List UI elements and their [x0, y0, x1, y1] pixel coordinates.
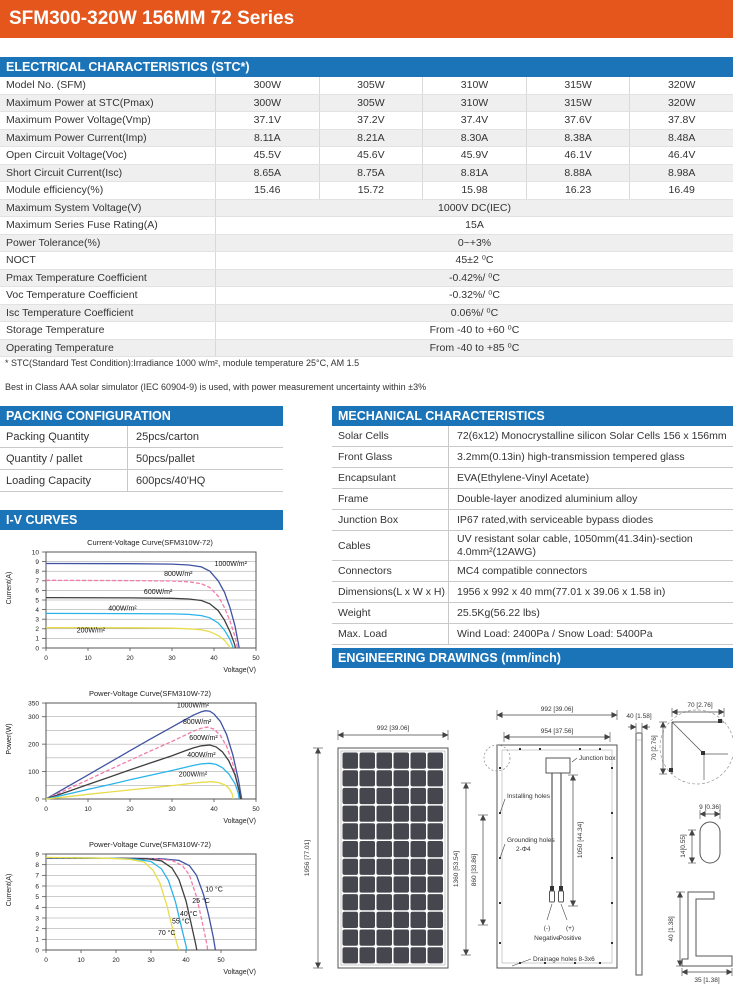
row-label: Maximum System Voltage(V) — [6, 201, 142, 214]
corner-width-dim: 70 [2.76] — [687, 702, 713, 709]
svg-text:Power-Voltage Curve(SFM310W-72: Power-Voltage Curve(SFM310W-72) — [89, 689, 211, 698]
cell: 45.6V — [319, 147, 423, 164]
svg-text:10: 10 — [84, 655, 92, 662]
title-bar — [0, 0, 733, 38]
svg-text:25 °C: 25 °C — [192, 898, 210, 906]
cell: From -40 to +60 ⁰C — [215, 322, 733, 339]
cell: 0.06%/ ⁰C — [215, 305, 733, 322]
engineering-section-header: ENGINEERING DRAWINGS (mm/inch) — [332, 648, 733, 668]
frame-width-dim: 35 [1.38] — [694, 977, 720, 984]
table-row — [332, 561, 733, 582]
table-row — [0, 470, 283, 492]
grounding-holes-size: 2-Φ4 — [516, 846, 531, 853]
svg-text:200W/m²: 200W/m² — [76, 627, 106, 635]
cell: EVA(Ethylene-Vinyl Acetate) — [448, 468, 733, 488]
table-row — [0, 182, 733, 200]
svg-text:7: 7 — [35, 872, 39, 880]
cell: 320W — [629, 95, 733, 112]
table-row — [0, 426, 283, 448]
cell: 37.6V — [526, 112, 630, 129]
slot-height-dim: 14[0.55] — [680, 834, 687, 858]
svg-text:Voltage(V): Voltage(V) — [223, 667, 256, 674]
table-row — [0, 112, 733, 130]
cell: 45±2 ⁰C — [215, 252, 733, 269]
row-label: NOCT — [6, 254, 36, 266]
cell: 0~+3% — [215, 235, 733, 252]
svg-text:4: 4 — [35, 606, 39, 614]
cell: 3.2mm(0.13in) high-transmission tempered glass — [448, 447, 733, 467]
iv-curve-temperature-chart — [0, 838, 290, 986]
table-row — [0, 340, 733, 358]
svg-text:Voltage(V): Voltage(V) — [223, 818, 256, 825]
svg-text:55 °C: 55 °C — [171, 918, 190, 926]
cell: 50pcs/pallet — [127, 448, 283, 469]
cell: 46.4V — [629, 147, 733, 164]
cell: 1956 x 992 x 40 mm(77.01 x 39.06 x 1.58 in) — [448, 582, 733, 602]
svg-text:600W/m²: 600W/m² — [189, 735, 218, 743]
svg-text:200W/m²: 200W/m² — [178, 771, 208, 779]
table-row — [0, 235, 733, 253]
row-label: Maximum Power Voltage(Vmp) — [6, 114, 151, 126]
table-row — [332, 531, 733, 561]
cell: UV resistant solar cable, 1050mm(41.34in)-section 4.0mm²(12AWG) — [448, 531, 733, 560]
table-row — [332, 426, 733, 447]
simulator-footnote: Best in Class AAA solar simulator (IEC 60904-9) is used, with power measurement uncertainty within ±3% — [5, 382, 427, 392]
cell: 305W — [319, 95, 423, 112]
table-row — [0, 200, 733, 218]
cell: 600pcs/40'HQ — [127, 470, 283, 491]
table-row — [0, 287, 733, 305]
table-row — [0, 322, 733, 340]
svg-text:8: 8 — [35, 568, 39, 576]
svg-text:40: 40 — [182, 957, 190, 964]
packing-table — [0, 426, 283, 492]
cell: 8.88A — [526, 165, 630, 182]
row-label: Junction Box — [338, 514, 399, 526]
table-row — [332, 468, 733, 489]
svg-text:0: 0 — [35, 947, 39, 955]
row-label: Isc Temperature Coefficient — [6, 306, 134, 319]
cell: 8.48A — [629, 130, 733, 147]
table-row — [332, 510, 733, 531]
svg-text:Power-Voltage Curve(SFM310W-72: Power-Voltage Curve(SFM310W-72) — [89, 840, 211, 849]
negative-connector — [550, 886, 554, 891]
cell: 25pcs/carton — [127, 426, 283, 447]
electrical-section-header: ELECTRICAL CHARACTERISTICS (STC*) — [0, 57, 733, 77]
pv-curve-irradiance-chart — [0, 687, 290, 835]
iv-curves-section-header: I-V CURVES — [0, 510, 283, 530]
installing-holes-label: Installing holes — [507, 793, 550, 800]
svg-text:20: 20 — [112, 957, 120, 964]
svg-text:Current(A): Current(A) — [6, 571, 13, 605]
cell: 320W — [629, 77, 733, 94]
svg-text:10 °C: 10 °C — [205, 886, 223, 894]
svg-text:Voltage(V): Voltage(V) — [223, 969, 256, 976]
svg-text:50: 50 — [252, 806, 260, 813]
svg-text:1000W/m²: 1000W/m² — [214, 560, 247, 568]
row-label: Quantity / pallet — [6, 453, 83, 465]
svg-text:6: 6 — [35, 587, 39, 595]
svg-text:800W/m²: 800W/m² — [164, 571, 193, 578]
svg-text:40: 40 — [210, 806, 218, 813]
install-hole-span-dim: 1360 [53.54] — [453, 850, 460, 888]
cell: 25.5Kg(56.22 lbs) — [448, 603, 733, 623]
svg-text:300: 300 — [28, 714, 39, 722]
row-label: Encapsulant — [338, 472, 396, 484]
cable-length-dim: 1050 [44.34] — [577, 821, 584, 859]
row-label: Dimensions(L x W x H) — [338, 586, 445, 598]
mechanical-section-header: MECHANICAL CHARACTERISTICS — [332, 406, 733, 426]
svg-text:Current(A): Current(A) — [6, 873, 13, 907]
row-label: Frame — [338, 493, 369, 505]
row-label: Weight — [338, 607, 371, 619]
grounding-holes-label: Grounding holes — [507, 837, 555, 844]
cell: 15.98 — [422, 182, 526, 199]
cell: 8.21A — [319, 130, 423, 147]
svg-text:1000W/m²: 1000W/m² — [176, 702, 210, 710]
cell: 72(6x12) Monocrystalline silicon Solar Cells 156 x 156mm — [448, 426, 733, 446]
iv-curve-irradiance-chart — [0, 536, 290, 684]
cell: 16.49 — [629, 182, 733, 199]
svg-text:4: 4 — [35, 904, 39, 912]
cell: 37.1V — [215, 112, 319, 129]
svg-text:0: 0 — [35, 645, 39, 653]
table-row — [0, 252, 733, 270]
svg-text:3: 3 — [35, 616, 39, 624]
table-row — [0, 95, 733, 113]
row-label: Maximum Power at STC(Pmax) — [6, 96, 154, 109]
row-label: Short Circuit Current(Isc) — [6, 166, 123, 179]
svg-text:100: 100 — [28, 768, 39, 776]
svg-text:0: 0 — [35, 796, 39, 804]
table-row — [332, 582, 733, 603]
svg-text:5: 5 — [35, 893, 39, 901]
corner-height-dim: 70 [2.76] — [651, 735, 658, 761]
svg-text:5: 5 — [35, 597, 39, 605]
rear-width-dim: 992 [39.06] — [540, 706, 574, 713]
junction-box — [546, 758, 570, 773]
cell: 8.81A — [422, 165, 526, 182]
svg-text:10: 10 — [84, 806, 92, 813]
frame-height-dim: 40 [1.38] — [668, 916, 675, 942]
svg-text:0: 0 — [44, 957, 48, 964]
table-row — [0, 305, 733, 323]
row-label: Open Circuit Voltage(Voc) — [6, 149, 127, 161]
cell: 8.11A — [215, 130, 319, 147]
row-label: Maximum Series Fuse Rating(A) — [6, 219, 158, 231]
svg-text:40: 40 — [210, 655, 218, 662]
svg-text:2: 2 — [35, 925, 39, 933]
rear-view-drawing — [453, 706, 617, 968]
cell: 46.1V — [526, 147, 630, 164]
cell: 310W — [422, 95, 526, 112]
cell: 8.65A — [215, 165, 319, 182]
svg-text:50: 50 — [217, 957, 225, 964]
table-row — [332, 489, 733, 510]
cell: 37.4V — [422, 112, 526, 129]
drainage-holes-label: Drainage holes 8-3x6 — [533, 956, 595, 963]
row-label: Solar Cells — [338, 430, 389, 442]
svg-text:350: 350 — [28, 700, 39, 708]
table-row — [0, 165, 733, 183]
cell: -0.32%/ ⁰C — [215, 287, 733, 304]
row-label: Storage Temperature — [6, 324, 105, 336]
row-label: Cables — [338, 539, 371, 552]
svg-text:600W/m²: 600W/m² — [143, 589, 173, 597]
table-row — [0, 448, 283, 470]
row-label: Loading Capacity — [6, 475, 92, 487]
electrical-table — [0, 77, 733, 357]
cell: 45.5V — [215, 147, 319, 164]
row-label: Connectors — [338, 565, 392, 577]
positive-sign: (+) — [565, 925, 575, 932]
table-row — [0, 270, 733, 288]
row-label: Operating Temperature — [6, 341, 114, 354]
cell: 300W — [215, 77, 319, 94]
svg-text:400W/m²: 400W/m² — [187, 752, 216, 760]
table-row — [0, 130, 733, 148]
table-row — [0, 77, 733, 95]
svg-text:1: 1 — [35, 936, 39, 944]
row-label: Pmax Temperature Coefficient — [6, 271, 147, 284]
svg-text:20: 20 — [126, 655, 134, 662]
cell: 300W — [215, 95, 319, 112]
cell: IP67 rated,with serviceable bypass diodes — [448, 510, 733, 530]
cell: MC4 compatible connectors — [448, 561, 733, 581]
stc-footnote: * STC(Standard Test Condition):Irradiance 1000 w/m², module temperature 25°C, AM 1.5 — [5, 358, 360, 368]
svg-text:1: 1 — [35, 635, 39, 643]
front-height-dim: 1956 [77.01] — [304, 839, 311, 877]
svg-text:10: 10 — [31, 549, 39, 557]
svg-text:30: 30 — [168, 806, 176, 813]
packing-section-header: PACKING CONFIGURATION — [0, 406, 283, 426]
svg-text:40 °C: 40 °C — [180, 910, 198, 918]
row-label: Maximum Power Current(Imp) — [6, 131, 147, 144]
table-row — [332, 624, 733, 645]
svg-text:8: 8 — [35, 861, 39, 869]
row-label: Voc Temperature Coefficient — [6, 289, 138, 301]
svg-text:2: 2 — [35, 626, 39, 634]
cell: 310W — [422, 77, 526, 94]
front-view-drawing — [304, 725, 448, 968]
rear-inner-width-dim: 954 [37.56] — [540, 728, 574, 735]
cell: 15A — [215, 217, 733, 234]
svg-text:200: 200 — [28, 741, 39, 749]
row-label: Module efficiency(%) — [6, 184, 104, 196]
svg-text:50: 50 — [252, 655, 260, 662]
svg-text:Power(W): Power(W) — [6, 723, 13, 755]
svg-text:10: 10 — [77, 957, 85, 964]
svg-text:0: 0 — [44, 806, 48, 813]
cell: 37.2V — [319, 112, 423, 129]
cell: 16.23 — [526, 182, 630, 199]
front-width-dim: 992 [39.06] — [376, 725, 410, 732]
row-label: Packing Quantity — [6, 431, 90, 443]
row-label: Power Tolerance(%) — [6, 236, 101, 249]
junction-box-label: Junction box — [579, 755, 616, 762]
page-title: SFM300-320W 156MM 72 Series — [9, 8, 295, 29]
cell: 315W — [526, 77, 630, 94]
svg-text:800W/m²: 800W/m² — [182, 718, 212, 726]
mechanical-table — [332, 426, 733, 645]
cell: 8.98A — [629, 165, 733, 182]
svg-text:Current-Voltage Curve(SFM310W-: Current-Voltage Curve(SFM310W-72) — [87, 538, 213, 547]
table-row — [332, 603, 733, 624]
svg-text:30: 30 — [168, 655, 176, 662]
table-row — [0, 217, 733, 235]
svg-text:20: 20 — [126, 806, 134, 813]
row-label: Model No. (SFM) — [6, 79, 86, 91]
svg-text:70 °C: 70 °C — [157, 930, 176, 938]
corner-detail-drawing — [651, 702, 733, 784]
cell: Wind Load: 2400Pa / Snow Load: 5400Pa — [448, 624, 733, 644]
svg-text:9: 9 — [35, 851, 39, 859]
cell: 15.72 — [319, 182, 423, 199]
cell: 45.9V — [422, 147, 526, 164]
frame-profile-drawing — [668, 892, 732, 984]
table-row — [0, 147, 733, 165]
negative-label: Negative — [534, 935, 560, 942]
svg-text:9: 9 — [35, 558, 39, 566]
svg-text:400W/m²: 400W/m² — [108, 605, 137, 613]
engineering-drawings — [290, 668, 733, 987]
cell: 8.30A — [422, 130, 526, 147]
positive-connector — [559, 886, 563, 891]
cell: 305W — [319, 77, 423, 94]
svg-text:6: 6 — [35, 883, 39, 891]
cell: From -40 to +85 ⁰C — [215, 340, 733, 357]
slot-width-dim: 9 [0.36] — [699, 804, 721, 811]
row-label: Front Glass — [338, 451, 393, 463]
negative-sign: (-) — [543, 925, 551, 932]
cell: 8.75A — [319, 165, 423, 182]
row-label: Max. Load — [338, 628, 388, 640]
cell: 8.38A — [526, 130, 630, 147]
inner-hole-span-dim: 860 [33.86] — [471, 853, 478, 887]
cell: Double-layer anodized aluminium alloy — [448, 489, 733, 509]
side-view-drawing — [626, 713, 651, 975]
positive-label: Positive — [558, 935, 582, 942]
slot-detail-drawing — [680, 804, 721, 863]
cell: 15.46 — [215, 182, 319, 199]
svg-text:30: 30 — [147, 957, 155, 964]
svg-text:0: 0 — [44, 655, 48, 662]
cell: 37.8V — [629, 112, 733, 129]
cell: 1000V DC(IEC) — [215, 200, 733, 217]
cell: -0.42%/ ⁰C — [215, 270, 733, 287]
svg-text:7: 7 — [35, 578, 39, 586]
side-thickness-dim: 40 [1.58] — [626, 713, 652, 720]
cell: 315W — [526, 95, 630, 112]
svg-text:3: 3 — [35, 915, 39, 923]
table-row — [332, 447, 733, 468]
